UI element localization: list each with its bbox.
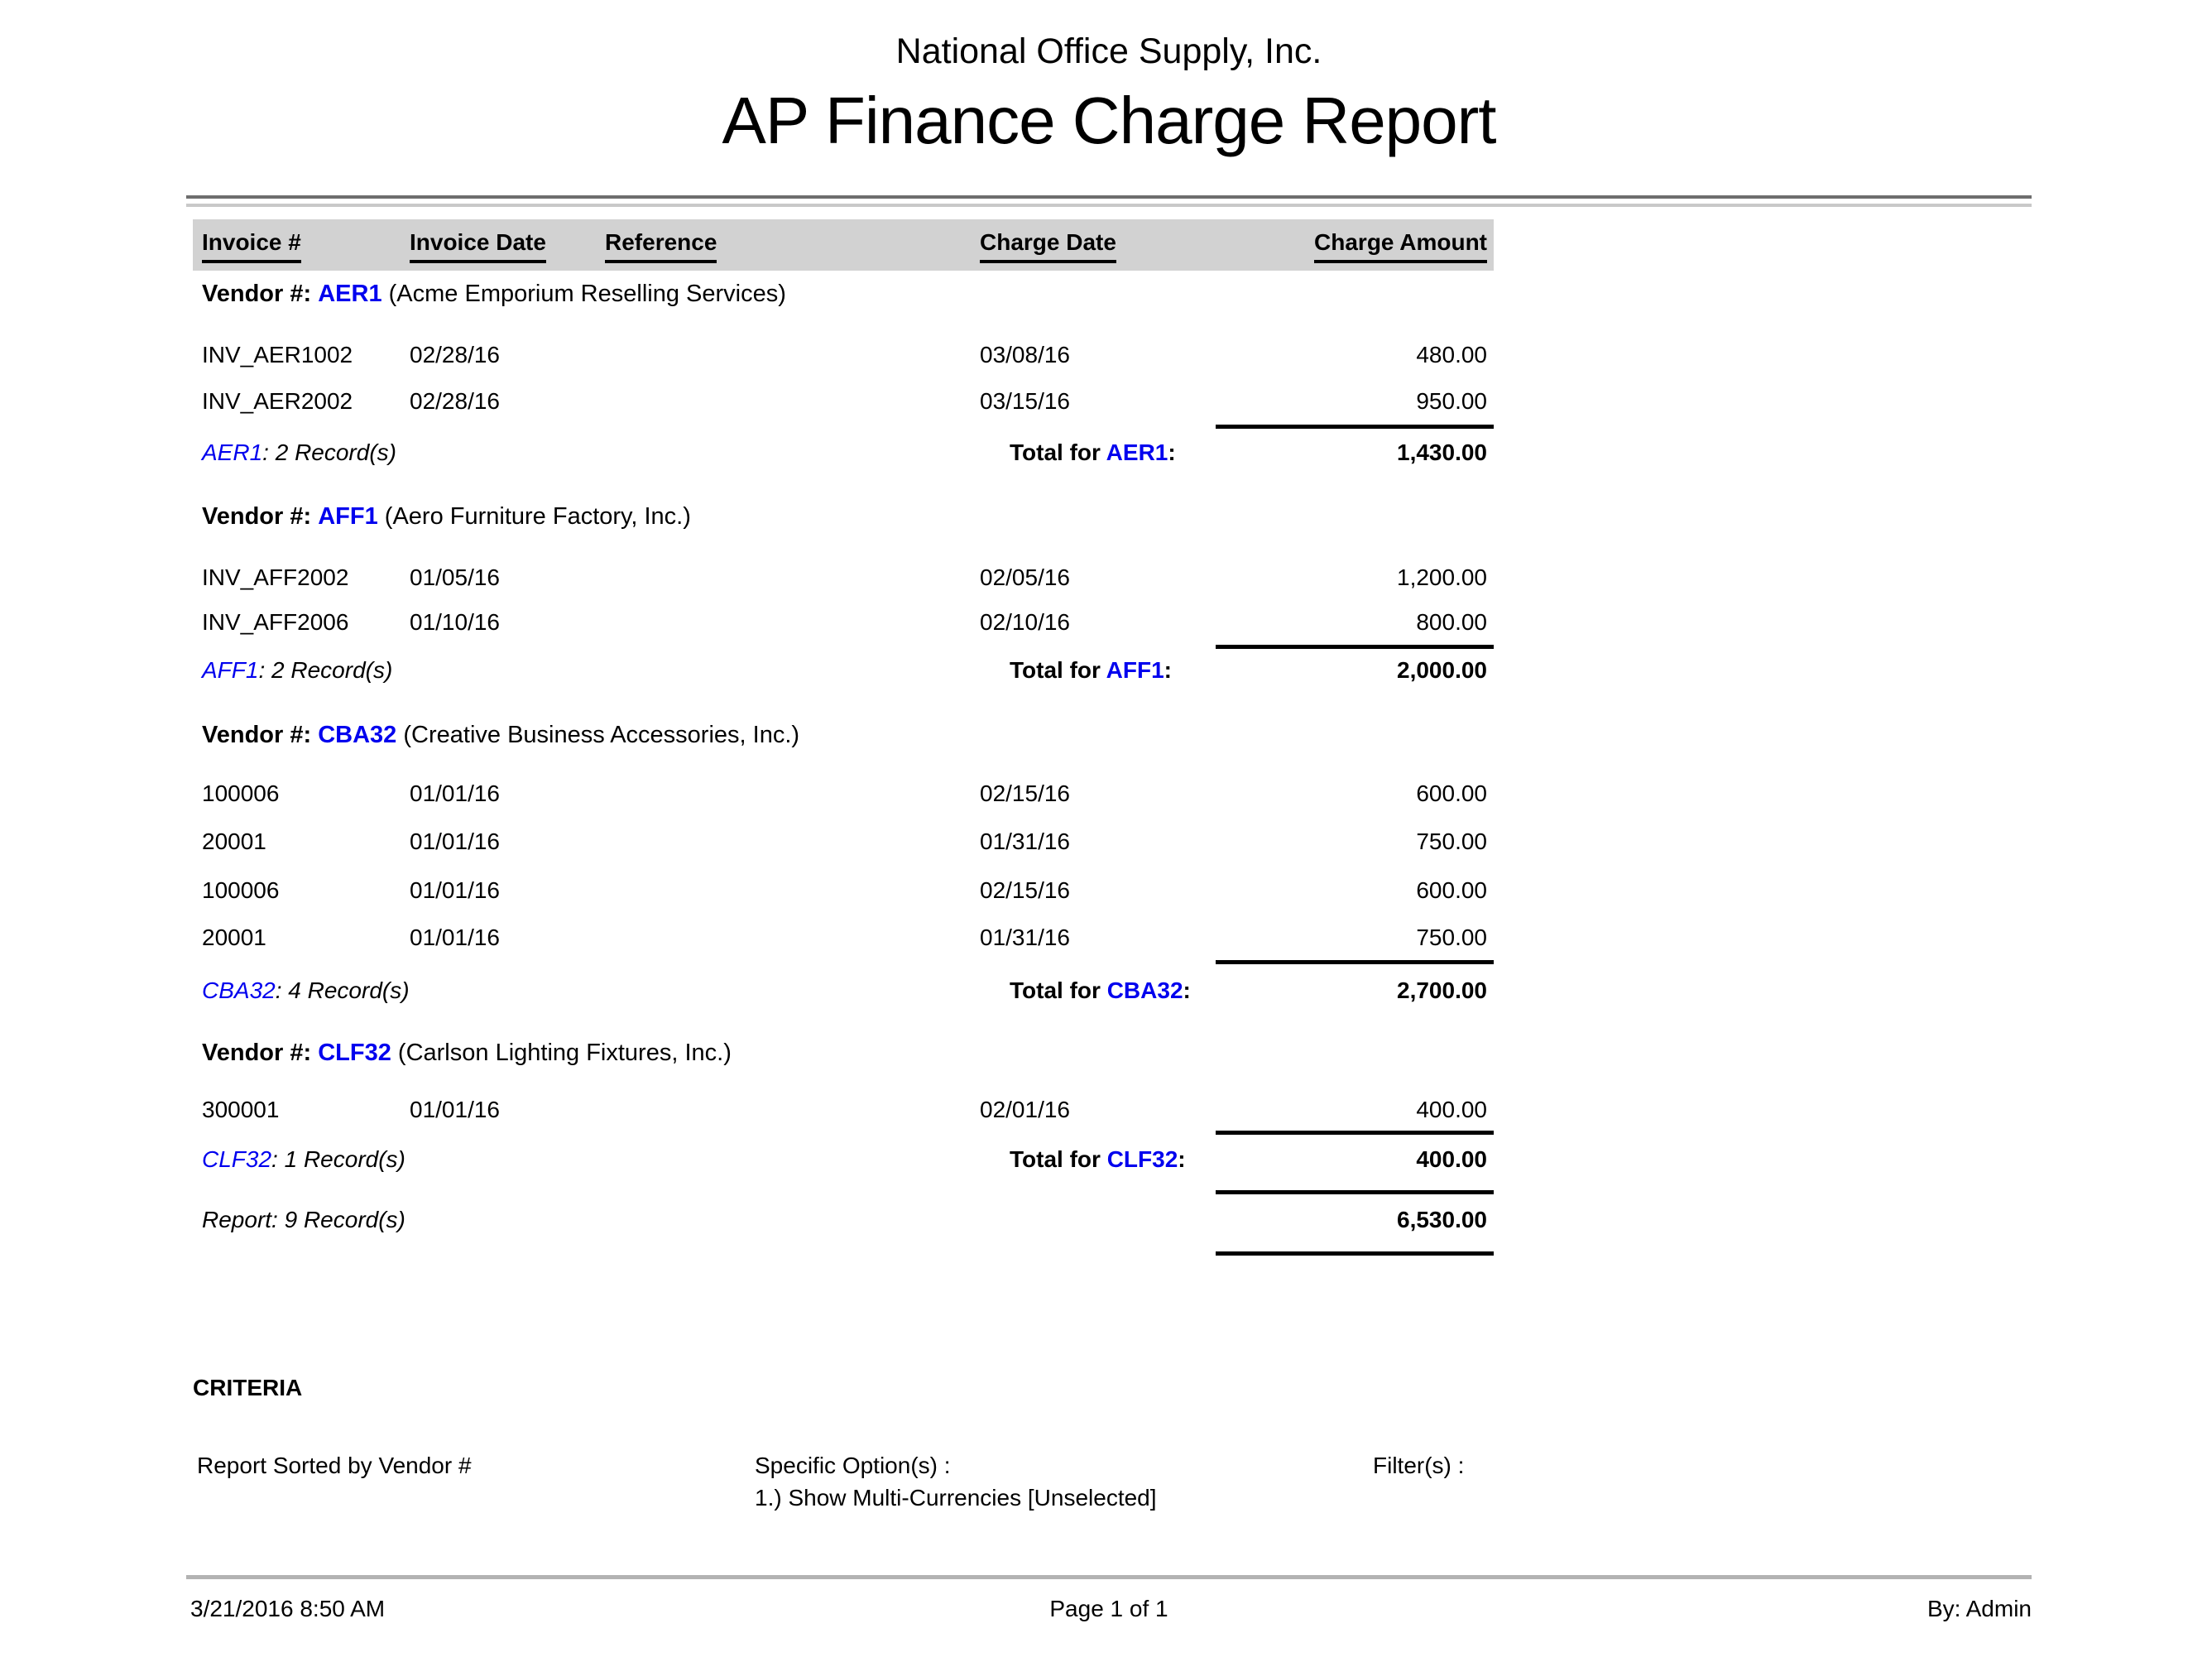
charge-amount-cell: 600.00 — [1416, 780, 1487, 806]
vendor-code-link[interactable]: CLF32 — [318, 1040, 391, 1066]
vendor-code: CBA32 — [202, 977, 276, 1003]
subtotal-label: Total for CBA32: — [1010, 977, 1191, 1003]
vendor-code-link[interactable]: AER1 — [318, 281, 382, 307]
charge-date-cell: 02/15/16 — [980, 877, 1070, 903]
vendor-header-row — [193, 719, 1494, 751]
invoice-date-cell: 01/10/16 — [410, 609, 500, 635]
invoice-row — [193, 386, 1494, 417]
invoice-date-cell: 01/01/16 — [410, 780, 500, 806]
vendor-code-link[interactable]: CBA32 — [318, 722, 397, 748]
vendor-name: (Aero Furniture Factory, Inc.) — [384, 503, 691, 530]
vendor-subtotal-row — [193, 1144, 1494, 1175]
charge-amount-cell: 800.00 — [1416, 609, 1487, 635]
charge-date-cell: 02/05/16 — [980, 564, 1070, 590]
report-total-amount: 6,530.00 — [1397, 1207, 1487, 1232]
vendor-prefix-label: Vendor #: — [202, 281, 312, 307]
invoice-row — [193, 826, 1494, 857]
subtotal-amount: 2,000.00 — [1397, 657, 1487, 683]
invoice-row — [193, 875, 1494, 906]
footer-datetime: 3/21/2016 8:50 AM — [190, 1596, 386, 1621]
invoice-number-cell: INV_AER1002 — [202, 342, 353, 367]
invoice-date-cell: 02/28/16 — [410, 388, 500, 414]
report-table — [193, 0, 1494, 1324]
vendor-code: CLF32 — [202, 1146, 272, 1172]
vendor-prefix-label: Vendor #: — [202, 1040, 312, 1066]
invoice-date-cell: 01/01/16 — [410, 925, 500, 950]
record-count — [202, 655, 392, 686]
column-header-charge-amount: Charge Amount — [1314, 229, 1487, 263]
vendor-prefix-label: Vendor #: — [202, 722, 312, 748]
vendor-code: AFF1 — [202, 657, 259, 683]
invoice-date-cell: 01/01/16 — [410, 877, 500, 903]
subtotal-rule — [1216, 645, 1494, 649]
charge-date-cell: 01/31/16 — [980, 925, 1070, 950]
charge-amount-cell: 400.00 — [1416, 1097, 1487, 1122]
column-header-invoice-date: Invoice Date — [410, 229, 546, 263]
table-header-band — [193, 219, 1494, 271]
vendor-header-row — [193, 278, 1494, 310]
invoice-number-cell: INV_AER2002 — [202, 388, 353, 414]
subtotal-amount: 2,700.00 — [1397, 977, 1487, 1003]
subtotal-rule — [1216, 1131, 1494, 1135]
subtotal-label: Total for AER1: — [1010, 439, 1176, 465]
record-count — [202, 975, 410, 1006]
column-header-invoice: Invoice # — [202, 229, 301, 263]
criteria-sorted-by: Report Sorted by Vendor # — [197, 1453, 472, 1478]
invoice-number-cell: 100006 — [202, 877, 280, 903]
invoice-date-cell: 01/05/16 — [410, 564, 500, 590]
record-count — [202, 1144, 405, 1175]
invoice-row — [193, 922, 1494, 953]
invoice-row — [193, 1094, 1494, 1126]
footer — [186, 1592, 2032, 1626]
company-name: National Office Supply, Inc. — [895, 31, 1322, 71]
charge-amount-cell: 750.00 — [1416, 925, 1487, 950]
footer-page-number: Page 1 of 1 — [1049, 1596, 1168, 1621]
vendor-subtotal-row — [193, 975, 1494, 1006]
subtotal-rule — [1216, 960, 1494, 964]
record-count-text: : 2 Record(s) — [258, 657, 393, 683]
vendor-code: AFF1 — [1106, 657, 1164, 683]
invoice-row — [193, 778, 1494, 809]
subtotal-amount: 1,430.00 — [1397, 439, 1487, 465]
column-header-reference: Reference — [605, 229, 717, 263]
record-count-text: : 1 Record(s) — [271, 1146, 405, 1172]
vendor-header-row — [193, 501, 1494, 532]
invoice-number-cell: INV_AFF2006 — [202, 609, 349, 635]
charge-amount-cell: 950.00 — [1416, 388, 1487, 414]
invoice-date-cell: 02/28/16 — [410, 342, 500, 367]
report-total-rule-top — [1216, 1190, 1494, 1194]
column-header-charge-date: Charge Date — [980, 229, 1116, 263]
vendor-code-link[interactable]: AFF1 — [318, 503, 378, 530]
vendor-subtotal-row — [193, 655, 1494, 686]
charge-date-cell: 03/15/16 — [980, 388, 1070, 414]
charge-date-cell: 02/01/16 — [980, 1097, 1070, 1122]
record-count-text: : 4 Record(s) — [275, 977, 410, 1003]
vendor-subtotal-row — [193, 437, 1494, 468]
vendor-name: (Creative Business Accessories, Inc.) — [403, 722, 800, 748]
criteria-filters-label: Filter(s) : — [1373, 1453, 1465, 1478]
record-count — [202, 437, 396, 468]
invoice-number-cell: INV_AFF2002 — [202, 564, 349, 590]
subtotal-label: Total for AFF1: — [1010, 657, 1172, 683]
footer-rule — [186, 1575, 2032, 1579]
invoice-number-cell: 300001 — [202, 1097, 280, 1122]
criteria-heading: CRITERIA — [193, 1375, 303, 1400]
vendor-code: AER1 — [1106, 439, 1168, 465]
vendor-code: CBA32 — [1106, 977, 1183, 1003]
report-summary-row — [193, 1204, 1494, 1236]
charge-amount-cell: 480.00 — [1416, 342, 1487, 367]
vendor-name: (Acme Emporium Reselling Services) — [388, 281, 786, 307]
invoice-number-cell: 20001 — [202, 925, 266, 950]
criteria-specific-option-1: 1.) Show Multi-Currencies [Unselected] — [755, 1485, 1157, 1511]
charge-date-cell: 01/31/16 — [980, 828, 1070, 854]
invoice-row — [193, 562, 1494, 593]
invoice-date-cell: 01/01/16 — [410, 828, 500, 854]
record-count-text: : 2 Record(s) — [262, 439, 396, 465]
report-title: AP Finance Charge Report — [722, 84, 1496, 157]
invoice-number-cell: 100006 — [202, 780, 280, 806]
vendor-header-row — [193, 1037, 1494, 1069]
vendor-prefix-label: Vendor #: — [202, 503, 312, 530]
report-total-rule-bottom — [1216, 1251, 1494, 1256]
report-record-count: Report: 9 Record(s) — [202, 1207, 405, 1232]
subtotal-rule — [1216, 425, 1494, 429]
invoice-row — [193, 607, 1494, 638]
charge-amount-cell: 750.00 — [1416, 828, 1487, 854]
vendor-name: (Carlson Lighting Fixtures, Inc.) — [397, 1040, 732, 1066]
invoice-row — [193, 339, 1494, 371]
charge-amount-cell: 1,200.00 — [1397, 564, 1487, 590]
footer-author: By: Admin — [1927, 1596, 2032, 1621]
invoice-number-cell: 20001 — [202, 828, 266, 854]
criteria-specific-options-label: Specific Option(s) : — [755, 1453, 951, 1478]
charge-date-cell: 02/10/16 — [980, 609, 1070, 635]
invoice-date-cell: 01/01/16 — [410, 1097, 500, 1122]
charge-amount-cell: 600.00 — [1416, 877, 1487, 903]
vendor-code: AER1 — [202, 439, 263, 465]
charge-date-cell: 02/15/16 — [980, 780, 1070, 806]
subtotal-label: Total for CLF32: — [1010, 1146, 1186, 1172]
vendor-code: CLF32 — [1106, 1146, 1178, 1172]
charge-date-cell: 03/08/16 — [980, 342, 1070, 367]
subtotal-amount: 400.00 — [1416, 1146, 1487, 1172]
